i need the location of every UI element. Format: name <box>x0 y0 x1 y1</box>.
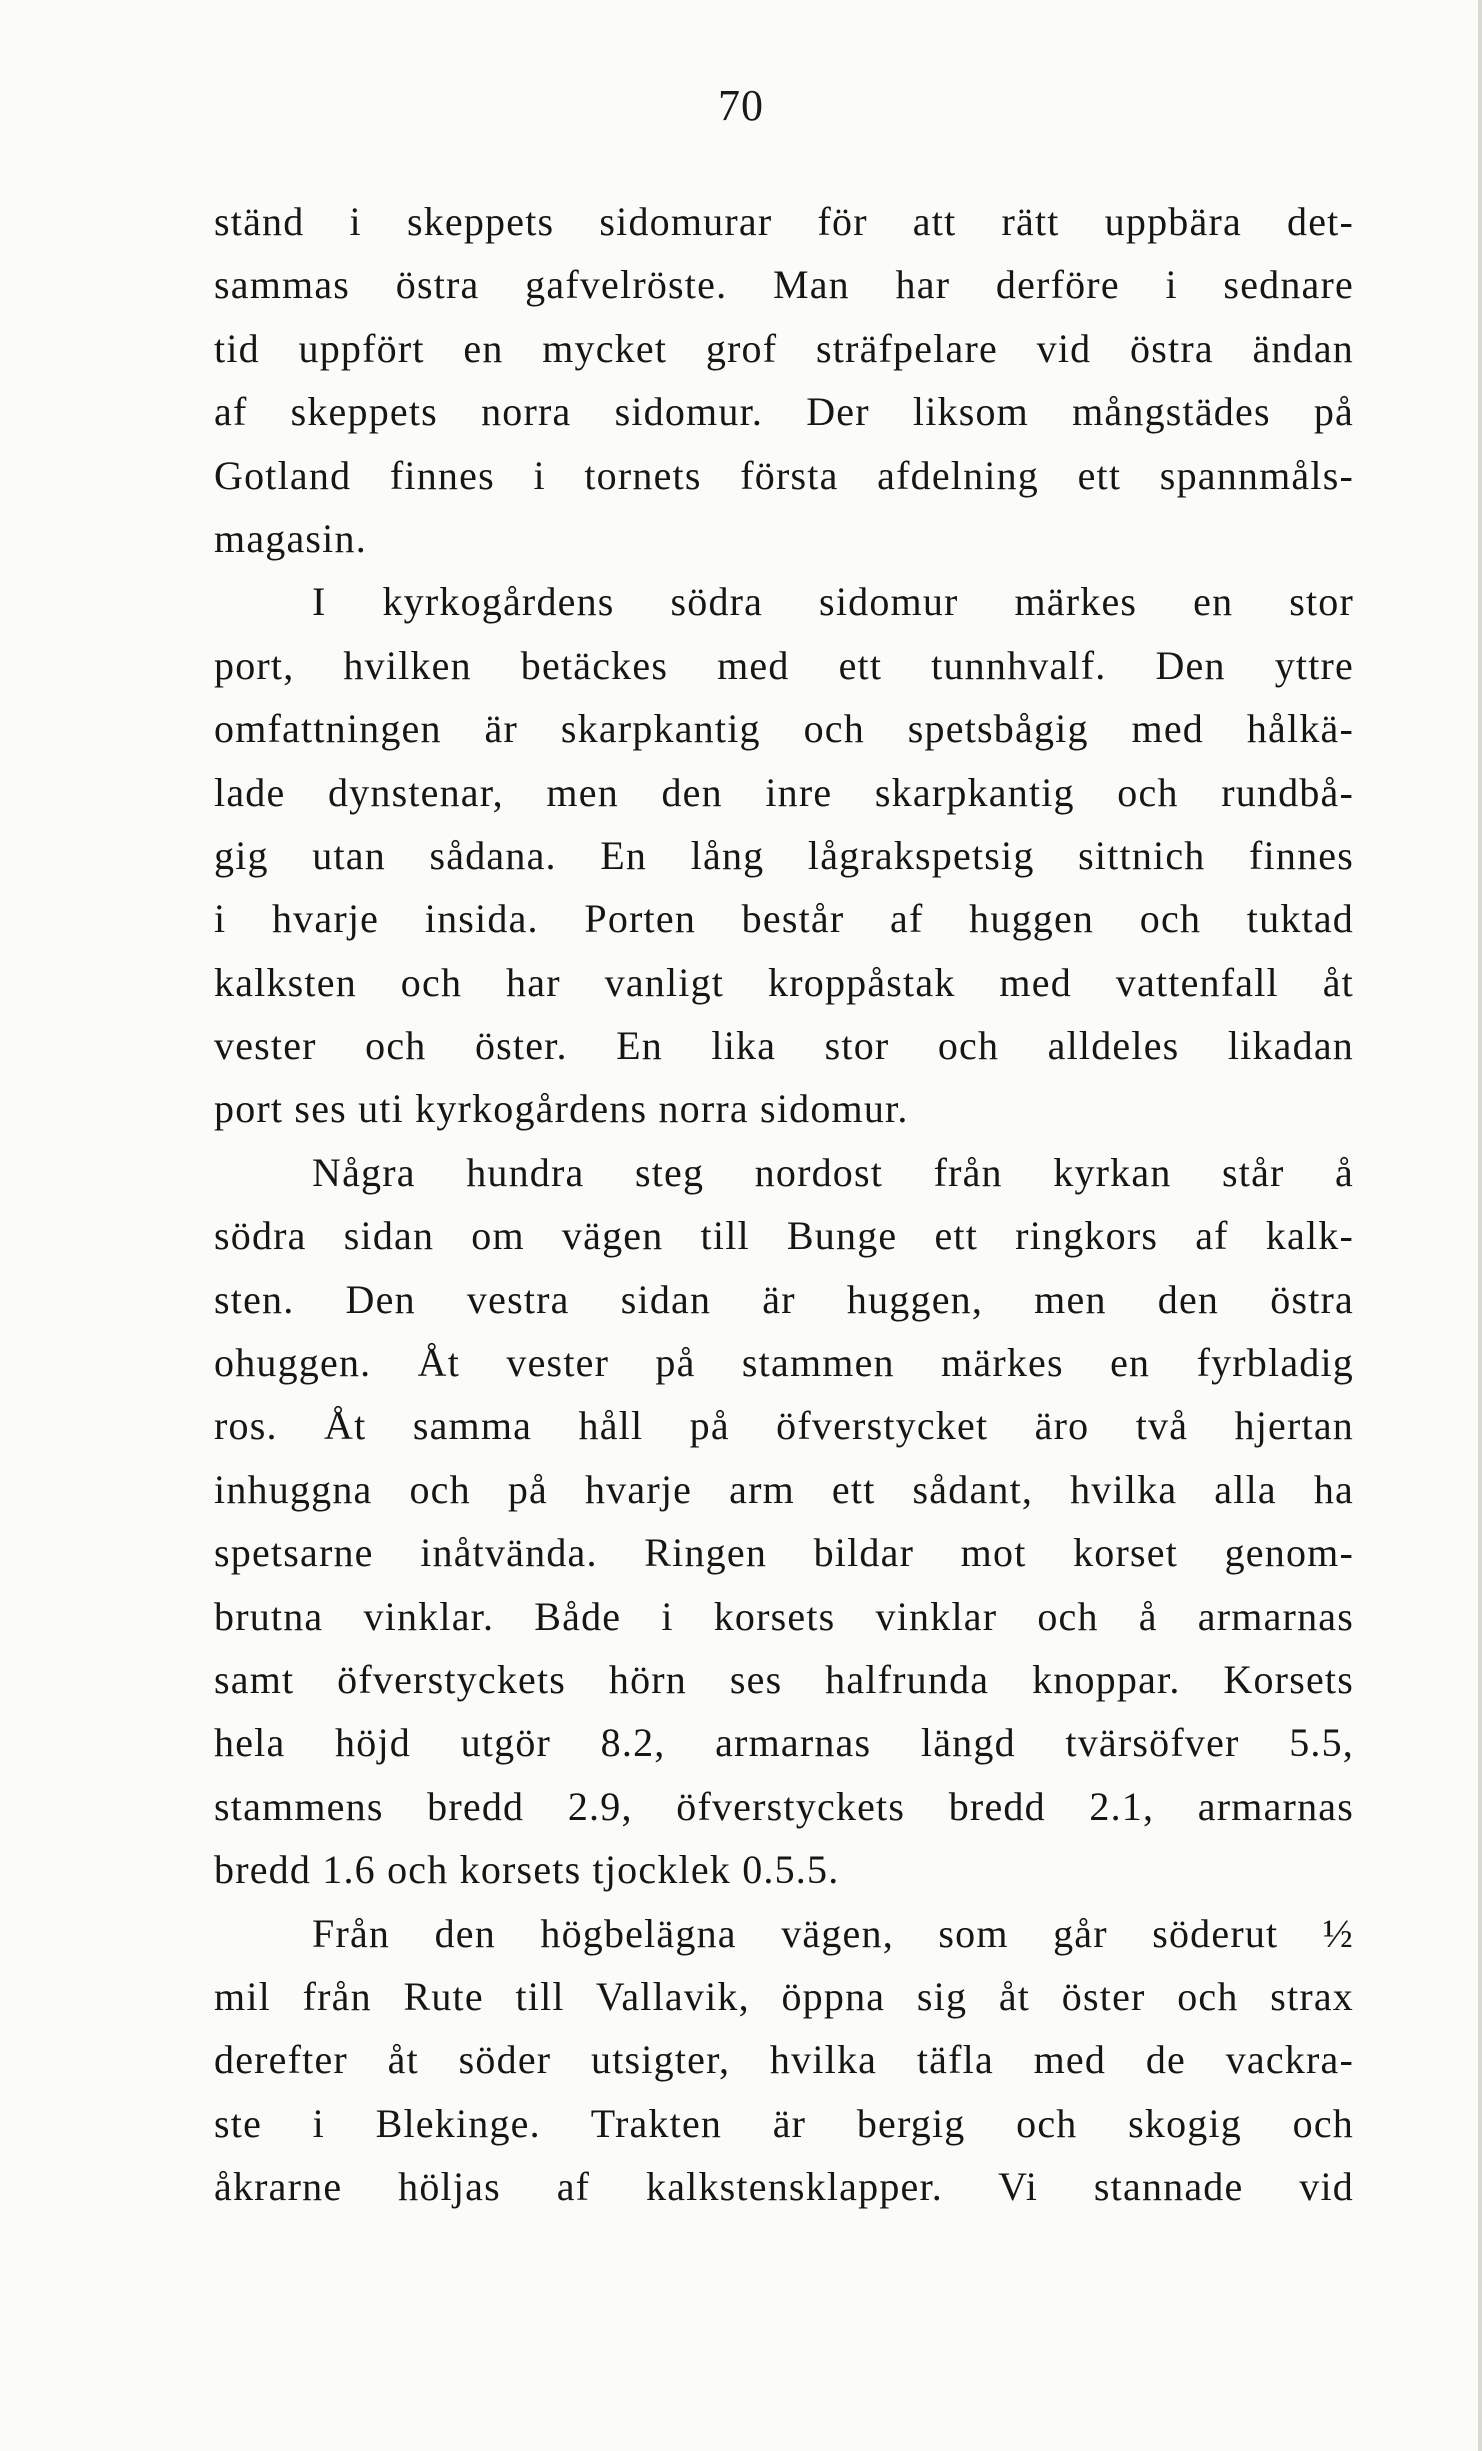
text-line: port, hvilken betäckes med ett tunnhvalf. Den yttre <box>214 642 1354 688</box>
text-line: ständ i skeppets sidomurar för att rätt uppbära det- <box>214 199 1354 244</box>
body-text <box>214 190 1354 2219</box>
text-line: ohuggen. Åt vester på stammen märkes en fyrbladig <box>214 1340 1354 1386</box>
text-line: tid uppfört en mycket grof sträfpelare vid östra ändan <box>214 325 1354 371</box>
text-line: ste i Blekinge. Trakten är bergig och skogig och <box>214 2100 1354 2146</box>
text-line: Några hundra steg nordost från kyrkan står å <box>312 1149 1354 1195</box>
text-line: Från den högbelägna vägen, som går söderut ½ <box>312 1910 1354 1956</box>
page-number: 70 <box>718 81 764 130</box>
text-line: lade dynstenar, men den inre skarpkantig och rundbå- <box>214 769 1354 815</box>
text-line: omfattningen är skarpkantig och spetsbågig med hålkä- <box>214 706 1354 752</box>
text-line: spetsarne inåtvända. Ringen bildar mot korset genom- <box>214 1530 1354 1576</box>
text-line: södra sidan om vägen till Bunge ett ringkors af kalk- <box>214 1213 1354 1259</box>
text-line: åkrarne höljas af kalkstensklapper. Vi stannade vid <box>214 2164 1354 2210</box>
text-line: inhuggna och på hvarje arm ett sådant, hvilka alla ha <box>214 1466 1354 1512</box>
text-line: sten. Den vestra sidan är huggen, men den östra <box>214 1276 1354 1322</box>
text-line: magasin. <box>214 515 367 561</box>
text-line: hela höjd utgör 8.2, armarnas längd tvärsöfver 5.5, <box>214 1720 1354 1766</box>
text-line: af skeppets norra sidomur. Der liksom mångstädes på <box>214 389 1354 435</box>
text-line: ros. Åt samma håll på öfverstycket äro två hjertan <box>214 1403 1354 1449</box>
text-line: kalksten och har vanligt kroppåstak med vattenfall åt <box>214 959 1354 1005</box>
text-line: samt öfverstyckets hörn ses halfrunda knoppar. Korsets <box>214 1656 1354 1702</box>
text-line: brutna vinklar. Både i korsets vinklar och å armarnas <box>214 1593 1354 1639</box>
text-line: stammens bredd 2.9, öfverstyckets bredd 2.1, armarnas <box>214 1783 1354 1829</box>
text-line: I kyrkogårdens södra sidomur märkes en stor <box>312 579 1354 625</box>
text-line: bredd 1.6 och korsets tjocklek 0.5.5. <box>214 1847 840 1893</box>
text-line: port ses uti kyrkogårdens norra sidomur. <box>214 1086 909 1132</box>
text-line: sammas östra gafvelröste. Man har derföre i sednare <box>214 262 1354 308</box>
page-edge <box>1478 0 1482 2451</box>
text-line: vester och öster. En lika stor och alldeles likadan <box>214 1023 1354 1069</box>
text-line: i hvarje insida. Porten består af huggen och tuktad <box>214 896 1354 942</box>
text-line: gig utan sådana. En lång lågrakspetsig sittnich finnes <box>214 832 1354 878</box>
text-line: mil från Rute till Vallavik, öppna sig åt öster och strax <box>214 1973 1354 2019</box>
text-line: Gotland finnes i tornets första afdelning ett spannmåls- <box>214 452 1354 498</box>
text-line: derefter åt söder utsigter, hvilka täfla med de vackra- <box>214 2037 1354 2083</box>
